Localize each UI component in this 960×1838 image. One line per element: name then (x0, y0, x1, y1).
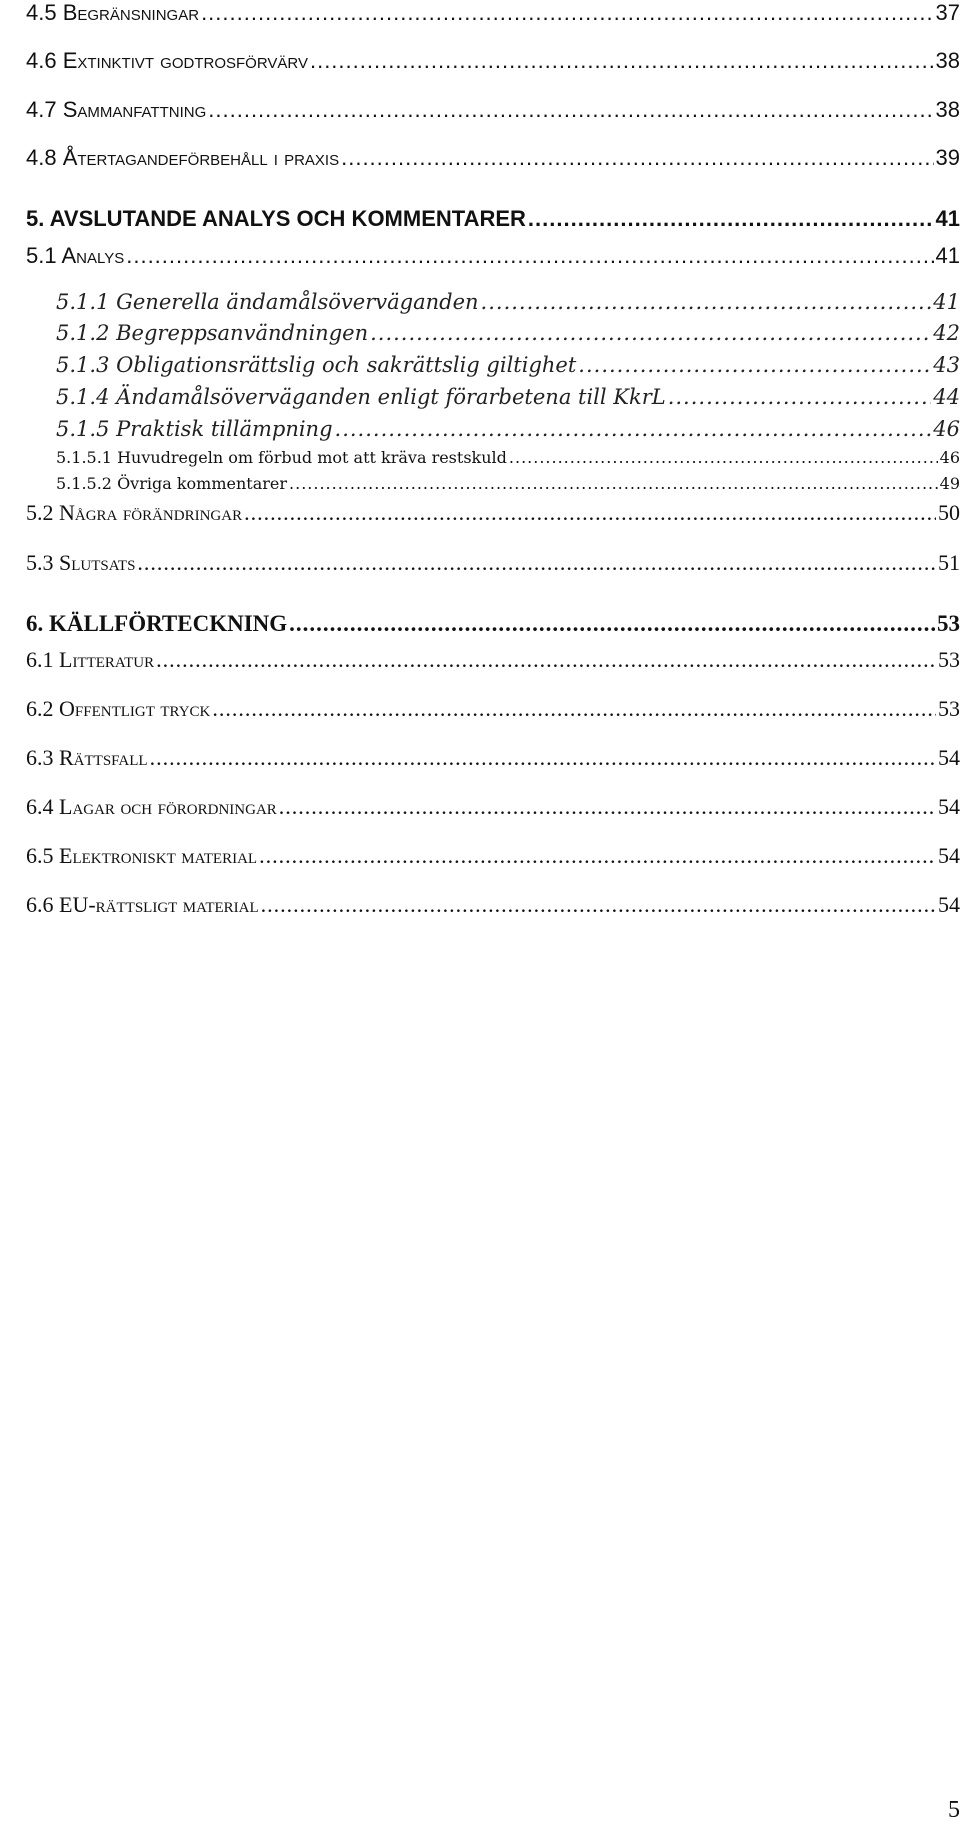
dot-leader (150, 745, 936, 771)
toc-entry-label: 5.1.4 Ändamålsöverväganden enligt förarbetena till KkrL (56, 385, 666, 409)
toc-entry-page: 42 (933, 321, 960, 345)
toc-entry-label: 4.6 Extinktivt godtrosförvärv (26, 48, 308, 73)
toc-entry[interactable] (26, 145, 960, 171)
dot-leader (481, 290, 932, 314)
toc-entry[interactable] (26, 0, 960, 26)
toc-entry[interactable] (56, 385, 960, 409)
toc-entry-page: 37 (935, 0, 960, 25)
dot-leader (668, 385, 932, 409)
toc-entry[interactable] (56, 417, 960, 441)
toc-entry-page: 38 (935, 48, 960, 73)
toc-entry-page: 54 (938, 892, 960, 917)
toc-entry-page: 44 (933, 385, 960, 409)
dot-leader (289, 474, 938, 493)
toc-entry[interactable] (26, 696, 960, 722)
dot-leader (310, 48, 934, 74)
dot-leader (212, 696, 936, 722)
toc-entry[interactable] (56, 290, 960, 314)
toc-entry-page: 53 (938, 696, 960, 721)
toc-entry[interactable] (26, 550, 960, 576)
dot-leader (208, 97, 933, 123)
toc-entry[interactable] (26, 745, 960, 771)
toc-entry[interactable] (26, 892, 960, 918)
toc-entry-label: 5.1.1 Generella ändamålsöverväganden (56, 290, 479, 314)
dot-leader (370, 321, 931, 345)
toc-entry-label: 6.2 Offentligt tryck (26, 696, 211, 721)
toc-entry-label: 6.6 EU-rättsligt material (26, 892, 259, 917)
toc-entry[interactable] (26, 647, 960, 673)
toc-entry[interactable] (26, 794, 960, 820)
toc-entry-label: 5.1.5 Praktisk tillämpning (56, 417, 333, 441)
page-number: 5 (948, 1797, 960, 1823)
dot-leader (279, 794, 936, 820)
toc-entry-label: 4.5 Begränsningar (26, 0, 200, 25)
toc-entry-label: 6.4 Lagar och förordningar (26, 794, 277, 819)
dot-leader (137, 550, 936, 576)
toc-entry-label: 5.1.2 Begreppsanvändningen (56, 321, 369, 345)
toc-entry-page: 51 (938, 550, 960, 575)
toc-entry-label: 6.3 Rättsfall (26, 745, 148, 770)
toc-entry-page: 50 (938, 500, 960, 525)
toc-entry-page: 53 (938, 647, 960, 672)
toc-entry-label: 5.3 Slutsats (26, 550, 136, 575)
toc-entry[interactable] (56, 448, 960, 467)
dot-leader (259, 843, 936, 869)
dot-leader (289, 611, 935, 637)
dot-leader (341, 145, 933, 171)
toc-entry-label: 4.7 Sammanfattning (26, 97, 207, 122)
dot-leader (126, 243, 933, 269)
toc-entry[interactable] (26, 500, 960, 526)
toc-entry-label: 5. AVSLUTANDE ANALYS OCH KOMMENTARER (26, 206, 526, 231)
toc-entry-page: 49 (939, 474, 960, 493)
toc-entry-label: 5.1.5.2 Övriga kommentarer (56, 474, 288, 493)
dot-leader (528, 206, 934, 232)
toc-entry-label: 6.1 Litteratur (26, 647, 155, 672)
toc-entry-label: 5.2 Några förändringar (26, 500, 243, 525)
toc-entry[interactable] (56, 321, 960, 345)
toc-entry-label: 6.5 Elektroniskt material (26, 843, 258, 868)
toc-entry[interactable] (56, 353, 960, 377)
dot-leader (156, 647, 936, 673)
dot-leader (261, 892, 936, 918)
toc-entry-page: 41 (935, 243, 960, 268)
toc-entry[interactable] (26, 48, 960, 74)
toc-entry-page: 46 (939, 448, 960, 467)
toc-entry-page: 54 (938, 794, 960, 819)
dot-leader (244, 500, 936, 526)
toc-entry[interactable] (56, 474, 960, 493)
toc-entry-page: 46 (933, 417, 960, 441)
toc-entry[interactable] (26, 843, 960, 869)
toc-entry-label: 4.8 Återtagandeförbehåll i praxis (26, 145, 340, 170)
toc-entry[interactable] (26, 206, 960, 232)
toc-entry-page: 38 (935, 97, 960, 122)
toc-entry-page: 39 (935, 145, 960, 170)
toc-entry-label: 6. KÄLLFÖRTECKNING (26, 611, 288, 636)
dot-leader (201, 0, 933, 26)
toc-entry-page: 43 (933, 353, 960, 377)
toc-entry-page: 41 (935, 206, 960, 231)
toc-entry-page: 53 (937, 611, 960, 636)
toc-entry-label: 5.1.5.1 Huvudregeln om förbud mot att kräva restskuld (56, 448, 507, 467)
toc-entry[interactable] (26, 611, 960, 637)
toc-entry-label: 5.1 Analys (26, 243, 125, 268)
dot-leader (335, 417, 932, 441)
toc-entry[interactable] (26, 97, 960, 123)
toc-entry-page: 54 (938, 843, 960, 868)
toc-entry-page: 54 (938, 745, 960, 770)
dot-leader (578, 353, 931, 377)
toc-entry[interactable] (26, 243, 960, 269)
dot-leader (509, 448, 938, 467)
toc-entry-page: 41 (933, 290, 960, 314)
toc-entry-label: 5.1.3 Obligationsrättslig och sakrättslig giltighet (56, 353, 577, 377)
